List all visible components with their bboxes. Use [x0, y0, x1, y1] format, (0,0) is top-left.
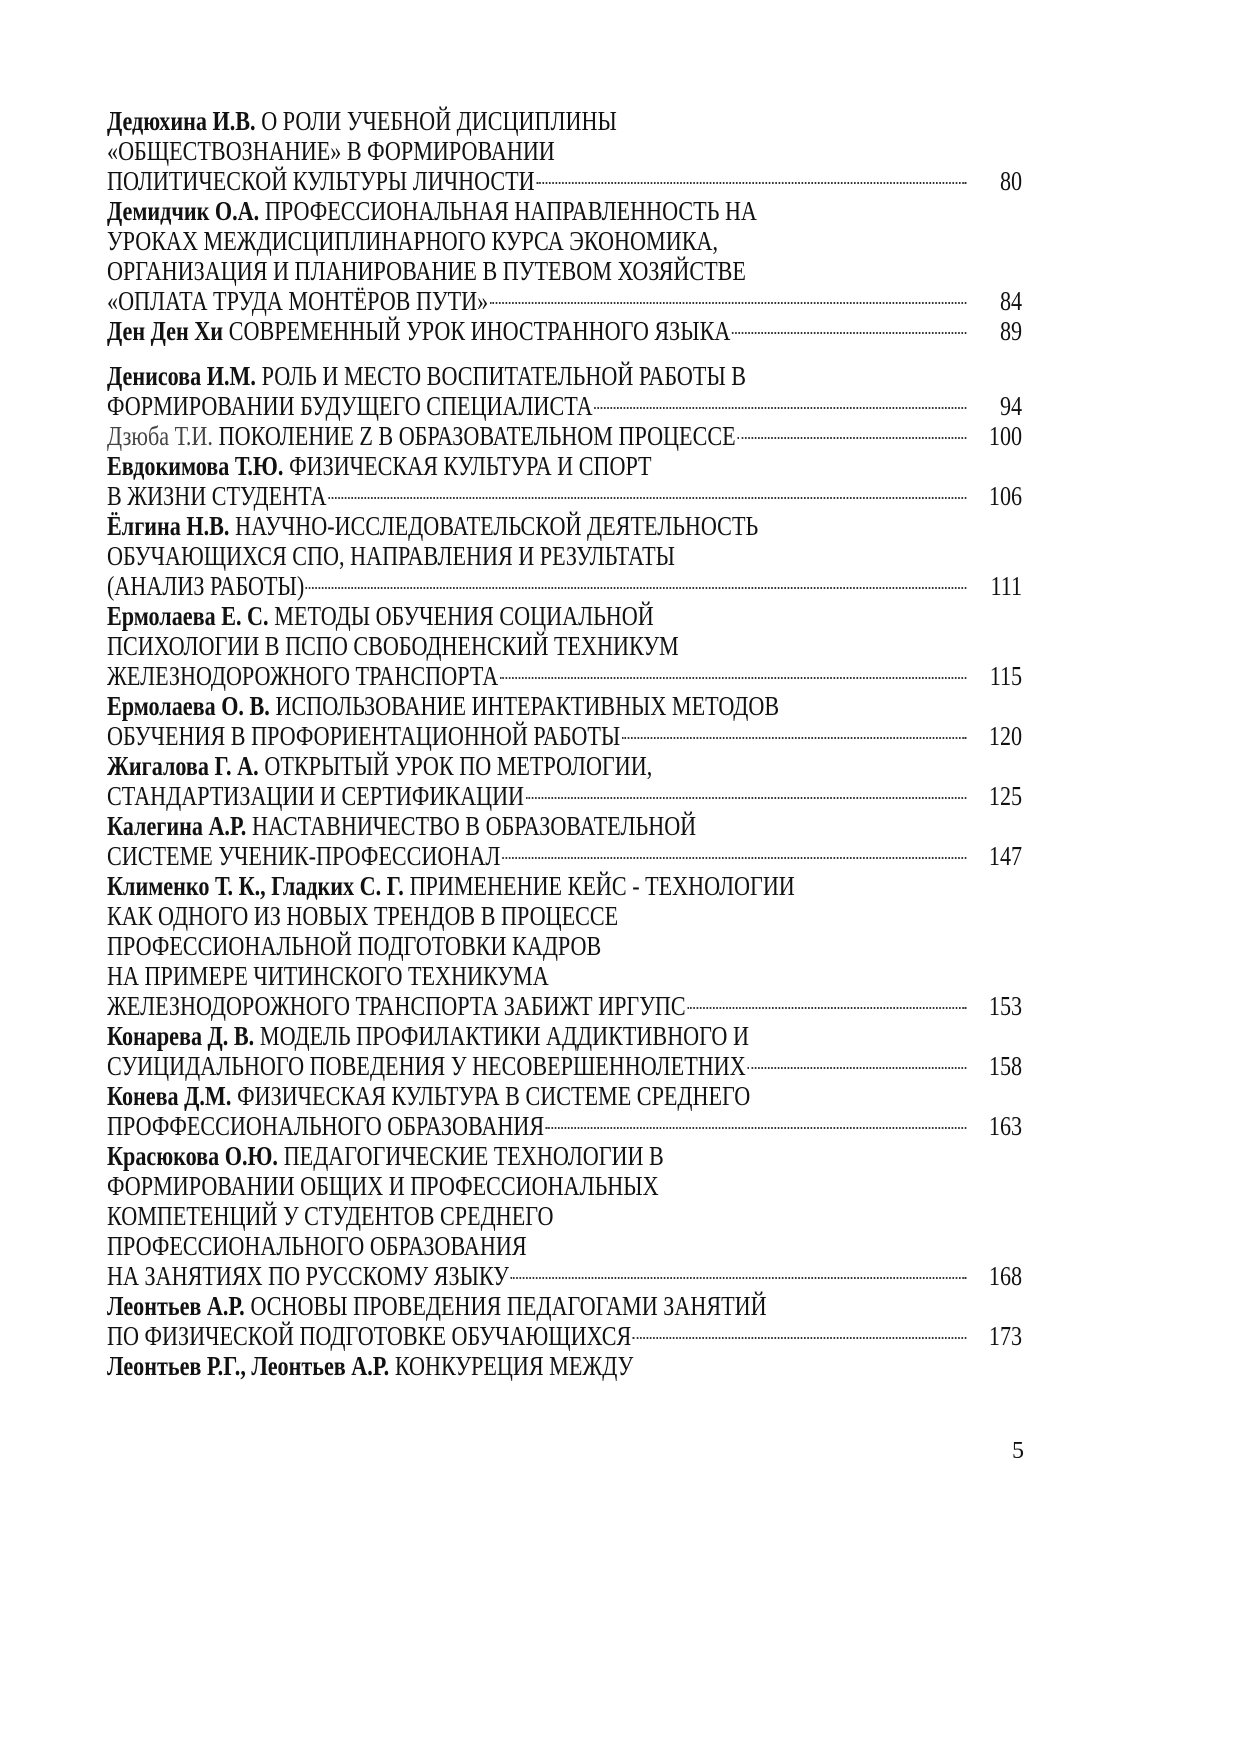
entry-author: Ден Ден Хи [107, 316, 223, 346]
entry-title-line: НАУЧНО-ИССЛЕДОВАТЕЛЬСКОЙ ДЕЯТЕЛЬНОСТЬ [235, 511, 759, 541]
entry-title-line: КОМПЕТЕНЦИЙ У СТУДЕНТОВ СРЕДНЕГО [107, 1201, 554, 1231]
entry-title-line: ПО ФИЗИЧЕСКОЙ ПОДГОТОВКЕ ОБУЧАЮЩИХСЯ [107, 1321, 632, 1351]
entry-page: 163 [988, 1111, 1023, 1141]
toc-line [107, 1231, 1022, 1261]
toc-line [107, 106, 1022, 136]
toc-line [107, 511, 1022, 541]
toc-line [107, 871, 1022, 901]
entry-page: 125 [988, 781, 1023, 811]
dot-leader [536, 182, 966, 184]
toc-line [107, 256, 1022, 286]
toc-line [107, 1051, 1022, 1081]
toc-line [107, 1201, 1022, 1231]
toc-line [107, 481, 1022, 511]
entry-title-line: ЖЕЛЕЗНОДОРОЖНОГО ТРАНСПОРТА [107, 661, 499, 691]
toc-line [107, 166, 1022, 196]
entry-page: 94 [999, 391, 1023, 421]
entry-page: 106 [988, 481, 1023, 511]
dot-leader [490, 302, 966, 304]
entry-page: 153 [988, 991, 1023, 1021]
entry-author: Дзюба Т.И. [107, 421, 213, 451]
entry-title-line: ПОКОЛЕНИЕ Z В ОБРАЗОВАТЕЛЬНОМ ПРОЦЕССЕ [218, 421, 736, 451]
entry-title-line: ОБУЧАЮЩИХСЯ СПО, НАПРАВЛЕНИЯ И РЕЗУЛЬТАТЫ [107, 541, 675, 571]
entry-page: 89 [999, 316, 1023, 346]
dot-leader [737, 437, 966, 439]
entry-title-line: ПОЛИТИЧЕСКОЙ КУЛЬТУРЫ ЛИЧНОСТИ [107, 166, 535, 196]
entry-page: 173 [988, 1321, 1023, 1351]
toc-entry [107, 361, 1022, 421]
toc-line [107, 391, 1022, 421]
entry-title-line: ПЕДАГОГИЧЕСКИЕ ТЕХНОЛОГИИ В [283, 1141, 664, 1171]
table-of-contents [107, 106, 1022, 1381]
toc-line [107, 1171, 1022, 1201]
dot-leader [511, 1277, 967, 1279]
entry-page: 158 [988, 1051, 1023, 1081]
dot-leader [622, 737, 967, 739]
toc-entry [107, 1141, 1022, 1291]
entry-author: Дедюхина И.В. [107, 106, 256, 136]
dot-leader [546, 1127, 967, 1129]
entry-author: Красюкова О.Ю. [107, 1141, 278, 1171]
dot-leader [306, 587, 967, 589]
entry-title-line: НА ЗАНЯТИЯХ ПО РУССКОМУ ЯЗЫКУ [107, 1261, 509, 1291]
entry-title-line: ФОРМИРОВАНИИ БУДУЩЕГО СПЕЦИАЛИСТА [107, 391, 593, 421]
entry-title-line: ПСИХОЛОГИИ В ПСПО СВОБОДНЕНСКИЙ ТЕХНИКУМ [107, 631, 679, 661]
toc-line [107, 451, 1022, 481]
entry-title-line: В ЖИЗНИ СТУДЕНТА [107, 481, 327, 511]
toc-line [107, 781, 1022, 811]
toc-line [107, 691, 1022, 721]
entry-author: Калегина А.Р. [107, 811, 247, 841]
toc-line [107, 316, 1022, 346]
dot-leader [500, 677, 966, 679]
toc-entry [107, 196, 1022, 316]
entry-page: 120 [988, 721, 1023, 751]
toc-entry [107, 751, 1022, 811]
entry-author: Ермолаева О. В. [107, 691, 270, 721]
entry-author: Евдокимова Т.Ю. [107, 451, 284, 481]
toc-entry [107, 1351, 1022, 1381]
entry-author: Клименко Т. К., Гладких С. Г. [107, 871, 404, 901]
toc-line [107, 751, 1022, 781]
entry-title-line: ОТКРЫТЫЙ УРОК ПО МЕТРОЛОГИИ, [264, 751, 653, 781]
entry-title-line: ПРИМЕНЕНИЕ КЕЙС - ТЕХНОЛОГИИ [409, 871, 795, 901]
toc-line [107, 1111, 1022, 1141]
entry-author: Конарева Д. В. [107, 1021, 255, 1051]
toc-line [107, 961, 1022, 991]
entry-author: Ёлгина Н.В. [107, 511, 230, 541]
entry-title-line: ОСНОВЫ ПРОВЕДЕНИЯ ПЕДАГОГАМИ ЗАНЯТИЙ [250, 1291, 767, 1321]
entry-title-line: ФИЗИЧЕСКАЯ КУЛЬТУРА В СИСТЕМЕ СРЕДНЕГО [237, 1081, 751, 1111]
toc-entry [107, 421, 1022, 451]
toc-entry [107, 451, 1022, 511]
toc-line [107, 1261, 1022, 1291]
dot-leader [687, 1007, 966, 1009]
entry-author: Леонтьев А.Р. [107, 1291, 245, 1321]
entry-title-line: НА ПРИМЕРЕ ЧИТИНСКОГО ТЕХНИКУМА [107, 961, 549, 991]
toc-line [107, 721, 1022, 751]
dot-leader [526, 797, 967, 799]
dot-leader [633, 1337, 966, 1339]
toc-line [107, 811, 1022, 841]
entry-title-line: ПРОФЕССИОНАЛЬНАЯ НАПРАВЛЕННОСТЬ НА [264, 196, 757, 226]
toc-line [107, 1291, 1022, 1321]
entry-title-line: (АНАЛИЗ РАБОТЫ) [107, 571, 305, 601]
toc-line [107, 286, 1022, 316]
page-number: 5 [1012, 1438, 1024, 1464]
toc-line [107, 931, 1022, 961]
toc-line [107, 1141, 1022, 1171]
entry-title-line: МЕТОДЫ ОБУЧЕНИЯ СОЦИАЛЬНОЙ [274, 601, 654, 631]
entry-title-line: СОВРЕМЕННЫЙ УРОК ИНОСТРАННОГО ЯЗЫКА [228, 316, 731, 346]
toc-entry [107, 316, 1022, 346]
toc-line [107, 1021, 1022, 1051]
entry-title-line: «ОБЩЕСТВОЗНАНИЕ» В ФОРМИРОВАНИИ [107, 136, 555, 166]
entry-title-line: ПРОФЕССИОНАЛЬНОГО ОБРАЗОВАНИЯ [107, 1231, 527, 1261]
toc-line [107, 226, 1022, 256]
entry-title-line: ПРОФФЕССИОНАЛЬНОГО ОБРАЗОВАНИЯ [107, 1111, 545, 1141]
toc-line [107, 901, 1022, 931]
entry-title-line: СУИЦИДАЛЬНОГО ПОВЕДЕНИЯ У НЕСОВЕРШЕННОЛЕТНИХ [107, 1051, 746, 1081]
toc-entry [107, 871, 1022, 1021]
entry-title-line: ОРГАНИЗАЦИЯ И ПЛАНИРОВАНИЕ В ПУТЕВОМ ХОЗЯЙСТВЕ [107, 256, 746, 286]
toc-line [107, 571, 1022, 601]
toc-line [107, 1081, 1022, 1111]
toc-entry [107, 1081, 1022, 1141]
dot-leader [732, 332, 966, 334]
entry-page: 147 [988, 841, 1023, 871]
entry-title-line: НАСТАВНИЧЕСТВО В ОБРАЗОВАТЕЛЬНОЙ [252, 811, 697, 841]
entry-title-line: КОНКУРЕЦИЯ МЕЖДУ [394, 1351, 634, 1381]
entry-page: 80 [999, 166, 1023, 196]
dot-leader [328, 497, 966, 499]
entry-author: Леонтьев Р.Г., Леонтьев А.Р. [107, 1351, 390, 1381]
entry-title-line: ИСПОЛЬЗОВАНИЕ ИНТЕРАКТИВНЫХ МЕТОДОВ [275, 691, 780, 721]
entry-title-line: ОБУЧЕНИЯ В ПРОФОРИЕНТАЦИОННОЙ РАБОТЫ [107, 721, 621, 751]
entry-title-line: УРОКАХ МЕЖДИСЦИПЛИНАРНОГО КУРСА ЭКОНОМИКА, [107, 226, 718, 256]
dot-leader [747, 1067, 966, 1069]
entry-title-line: СИСТЕМЕ УЧЕНИК-ПРОФЕССИОНАЛ [107, 841, 501, 871]
toc-line [107, 661, 1022, 691]
toc-entry [107, 691, 1022, 751]
entry-title-line: МОДЕЛЬ ПРОФИЛАКТИКИ АДДИКТИВНОГО И [259, 1021, 749, 1051]
entry-title-line: РОЛЬ И МЕСТО ВОСПИТАТЕЛЬНОЙ РАБОТЫ В [261, 361, 747, 391]
toc-line [107, 361, 1022, 391]
dot-leader [594, 407, 966, 409]
entry-title-line: СТАНДАРТИЗАЦИИ И СЕРТИФИКАЦИИ [107, 781, 525, 811]
toc-entry [107, 601, 1022, 691]
entry-title-line: О РОЛИ УЧЕБНОЙ ДИСЦИПЛИНЫ [261, 106, 617, 136]
toc-entry [107, 1021, 1022, 1081]
toc-line [107, 541, 1022, 571]
entry-page: 84 [999, 286, 1023, 316]
entry-page: 100 [988, 421, 1023, 451]
toc-line [107, 1351, 1022, 1381]
entry-author: Ермолаева Е. С. [107, 601, 269, 631]
toc-line [107, 196, 1022, 226]
entry-title-line: ФИЗИЧЕСКАЯ КУЛЬТУРА И СПОРТ [289, 451, 652, 481]
entry-page: 111 [990, 571, 1023, 601]
toc-entry [107, 511, 1022, 601]
entry-title-line: ФОРМИРОВАНИИ ОБЩИХ И ПРОФЕССИОНАЛЬНЫХ [107, 1171, 659, 1201]
toc-line [107, 421, 1022, 451]
toc-entry [107, 106, 1022, 196]
toc-line [107, 991, 1022, 1021]
entry-author: Конева Д.М. [107, 1081, 232, 1111]
toc-line [107, 1321, 1022, 1351]
entry-title-line: ПРОФЕССИОНАЛЬНОЙ ПОДГОТОВКИ КАДРОВ [107, 931, 602, 961]
toc-entry [107, 811, 1022, 871]
entry-title-line: ЖЕЛЕЗНОДОРОЖНОГО ТРАНСПОРТА ЗАБИЖТ ИРГУПС [107, 991, 686, 1021]
entry-page: 115 [989, 661, 1023, 691]
entry-author: Демидчик О.А. [107, 196, 260, 226]
dot-leader [502, 857, 966, 859]
entry-title-line: «ОПЛАТА ТРУДА МОНТЁРОВ ПУТИ» [107, 286, 489, 316]
entry-title-line: КАК ОДНОГО ИЗ НОВЫХ ТРЕНДОВ В ПРОЦЕССЕ [107, 901, 619, 931]
toc-entry [107, 1291, 1022, 1351]
entry-author: Жигалова Г. А. [107, 751, 259, 781]
toc-line [107, 601, 1022, 631]
entry-author: Денисова И.М. [107, 361, 256, 391]
entry-page: 168 [988, 1261, 1023, 1291]
toc-line [107, 841, 1022, 871]
toc-line [107, 136, 1022, 166]
toc-line [107, 631, 1022, 661]
